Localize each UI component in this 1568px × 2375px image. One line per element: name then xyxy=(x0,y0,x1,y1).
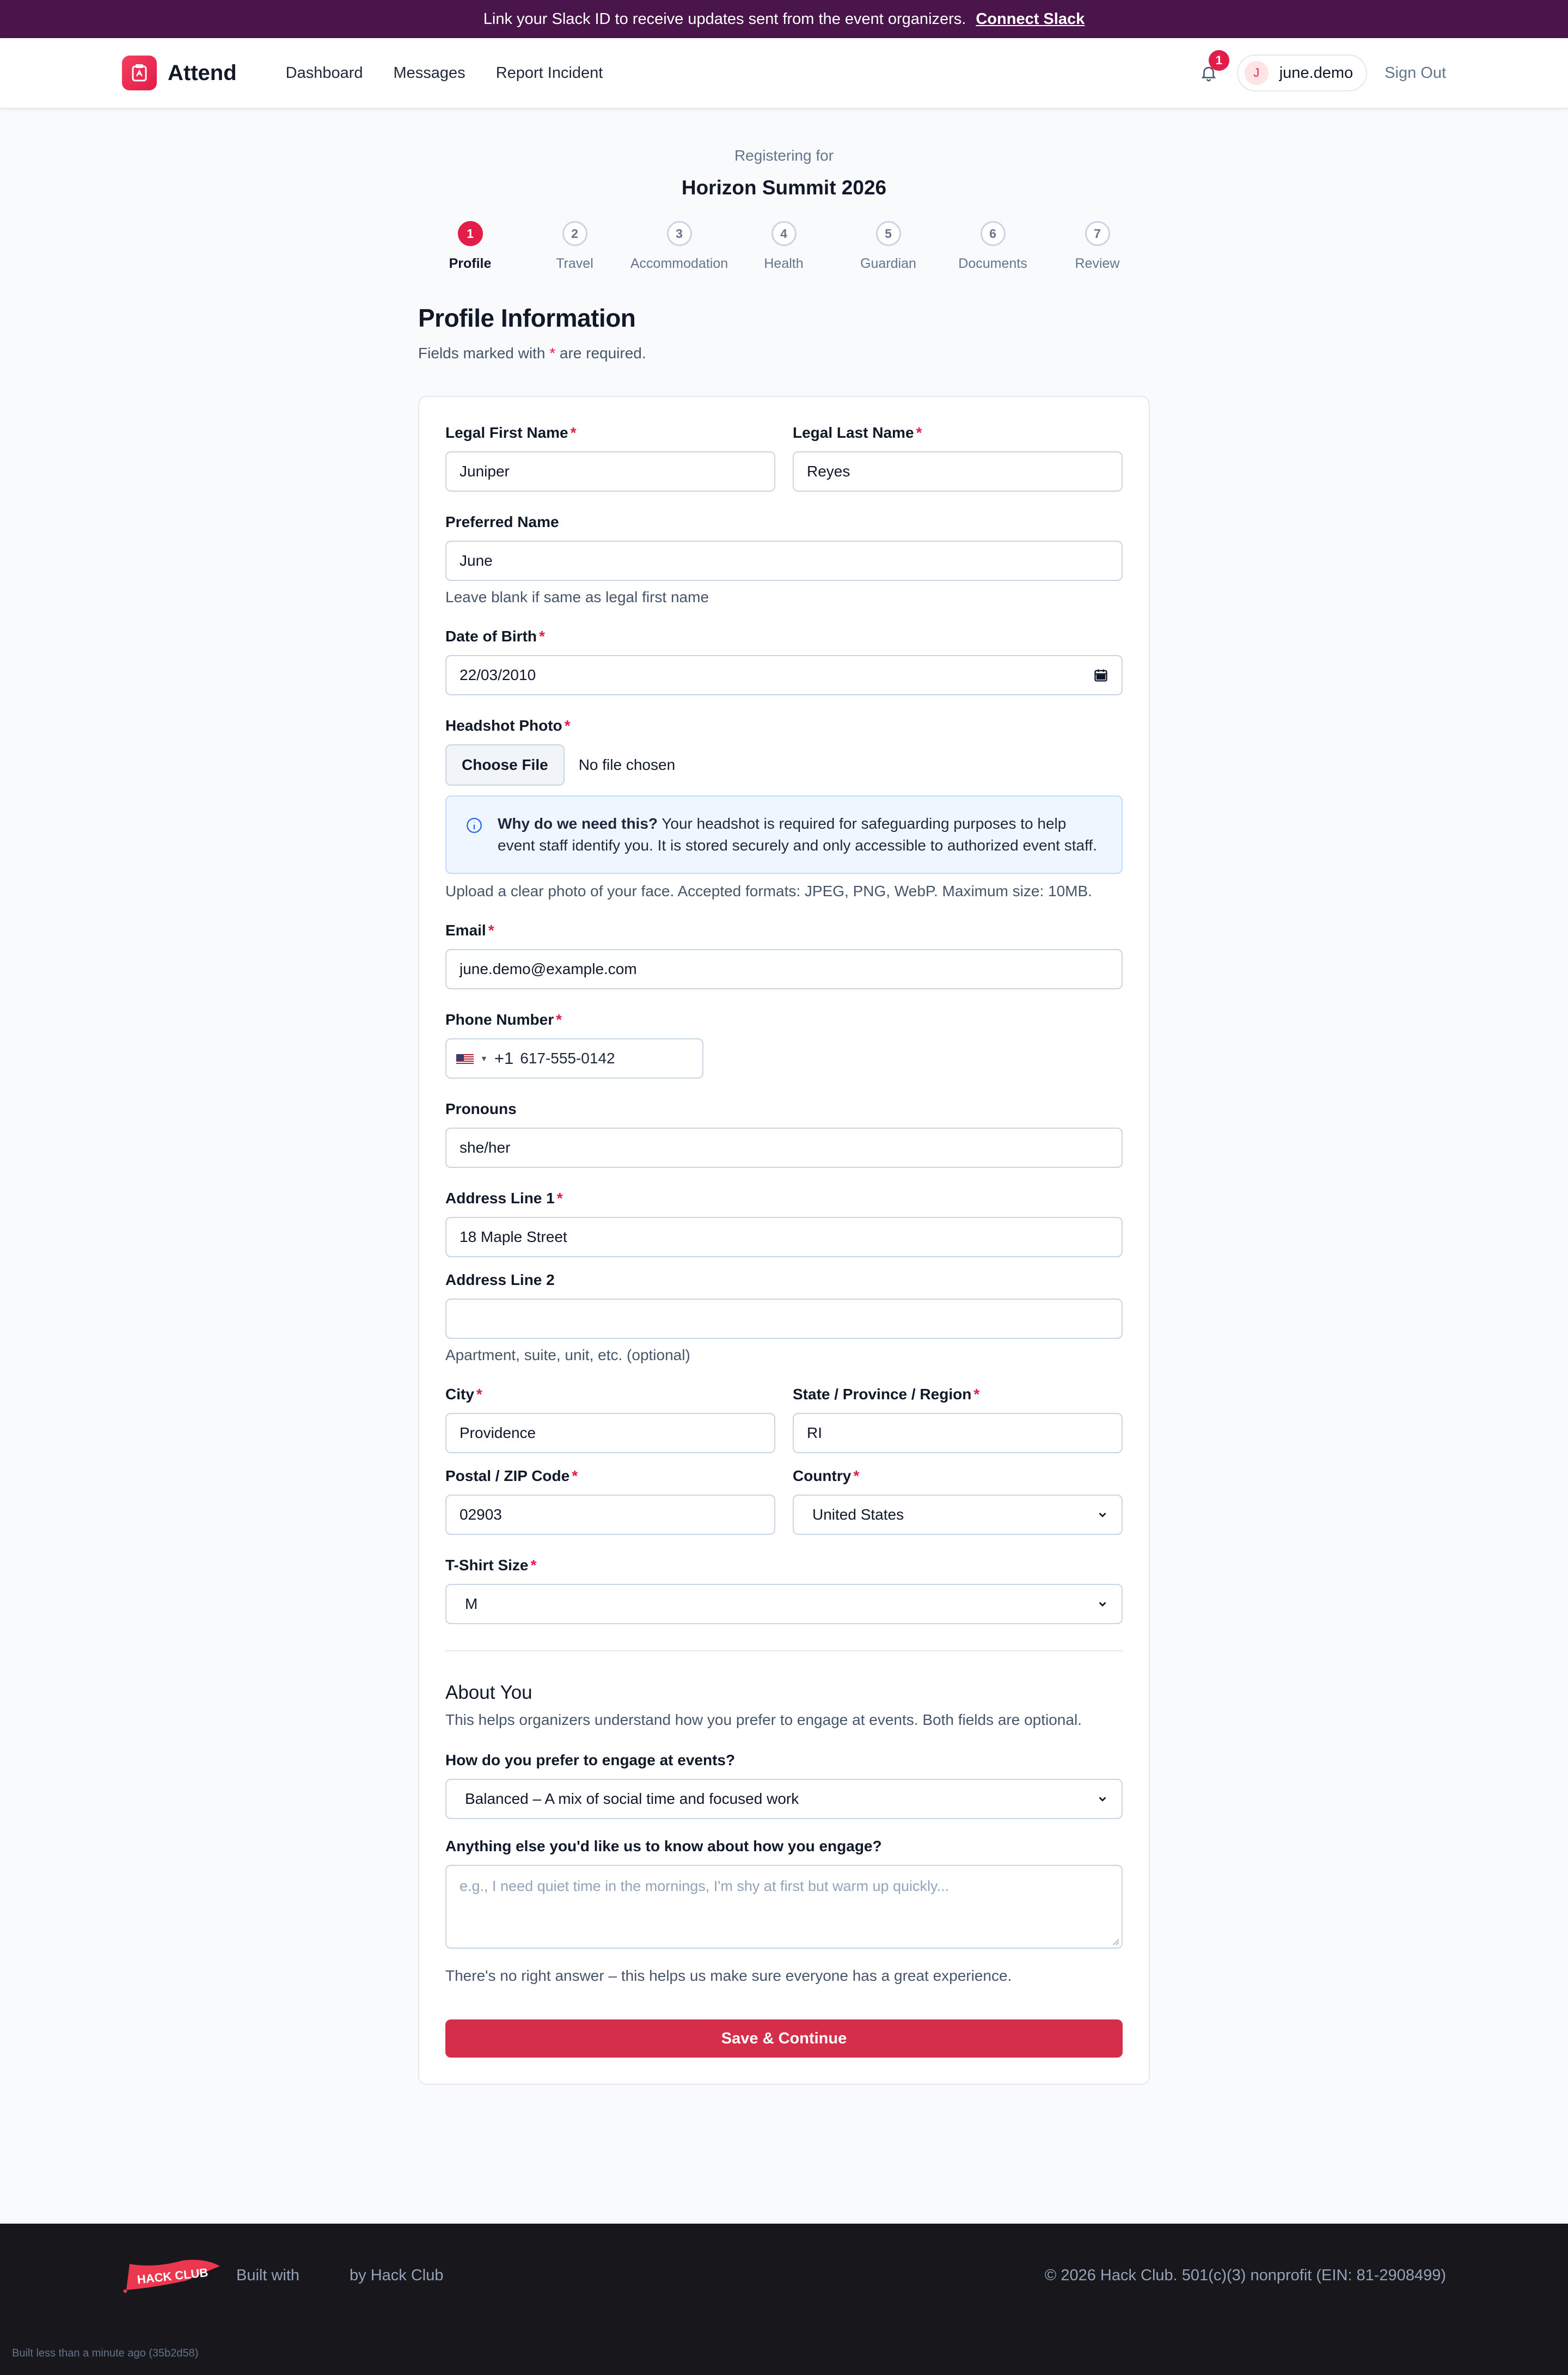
country-code-dropdown-icon[interactable]: ▼ xyxy=(480,1054,488,1063)
step-profile[interactable] xyxy=(418,221,523,272)
step-accommodation[interactable] xyxy=(627,221,732,272)
step-travel[interactable] xyxy=(523,221,627,272)
nav-messages[interactable]: Messages xyxy=(393,64,465,82)
country-select[interactable] xyxy=(793,1495,1123,1535)
email-label: Email * xyxy=(445,922,494,939)
user-menu[interactable] xyxy=(1237,54,1367,91)
pronouns-input[interactable]: she/her xyxy=(445,1128,1123,1168)
required-note-prefix: Fields marked with xyxy=(418,345,546,362)
engage-label: How do you prefer to engage at events? xyxy=(445,1752,736,1768)
state-label: State / Province / Region * xyxy=(793,1386,980,1403)
step-label: Travel xyxy=(556,256,593,271)
first-name-label: Legal First Name * xyxy=(445,424,577,441)
top-nav xyxy=(0,38,1568,109)
step-number: 1 xyxy=(458,221,483,246)
tshirt-select[interactable] xyxy=(445,1584,1123,1624)
phone-value: 617-555-0142 xyxy=(520,1050,615,1067)
required-note xyxy=(418,345,1150,362)
dob-input[interactable] xyxy=(445,655,1123,695)
notifications-button[interactable] xyxy=(1193,53,1224,88)
dob-value: 22/03/2010 xyxy=(460,666,536,683)
headshot-info-box xyxy=(445,795,1123,874)
email-input[interactable]: june.demo@example.com xyxy=(445,949,1123,989)
engage-notes-label: Anything else you'd like us to know about how you engage? xyxy=(445,1838,882,1854)
us-flag-icon[interactable] xyxy=(456,1052,474,1064)
step-label: Accommodation xyxy=(630,256,728,271)
section-divider xyxy=(445,1650,1123,1651)
app-logo-icon[interactable] xyxy=(122,56,157,90)
state-input[interactable]: RI xyxy=(793,1413,1123,1453)
built-with-text: Built with xyxy=(236,2266,300,2284)
info-title: Why do we need this? xyxy=(498,815,658,832)
phone-label: Phone Number * xyxy=(445,1011,562,1028)
info-icon xyxy=(465,816,483,835)
last-name-label: Legal Last Name * xyxy=(793,424,922,441)
page-title: Profile Information xyxy=(418,304,636,332)
nav-dashboard[interactable]: Dashboard xyxy=(285,64,363,82)
engage-value: Balanced – A mix of social time and focused work xyxy=(465,1790,799,1807)
city-label: City * xyxy=(445,1386,482,1403)
step-label: Review xyxy=(1075,256,1120,271)
engage-notes-help: There's no right answer – this helps us make sure everyone has a great experience. xyxy=(445,1967,1012,1984)
preferred-name-label: Preferred Name xyxy=(445,513,559,530)
save-continue-button[interactable]: Save & Continue xyxy=(445,2019,1123,2058)
registration-steps xyxy=(0,221,1568,272)
tshirt-label: T-Shirt Size * xyxy=(445,1557,537,1574)
postal-input[interactable]: 02903 xyxy=(445,1495,775,1535)
step-number: 7 xyxy=(1085,221,1110,246)
pronouns-label: Pronouns xyxy=(445,1100,517,1117)
required-note-suffix: are required. xyxy=(559,345,646,362)
headshot-help: Upload a clear photo of your face. Accepted formats: JPEG, PNG, WebP. Maximum size: 10MB. xyxy=(445,883,1092,899)
info-text: Your headshot is required for safeguarding purposes to help event staff identify you. It is stored securely and only accessible to authorized event staff. xyxy=(498,815,1097,854)
registering-for-label: Registering for xyxy=(734,147,834,164)
step-label: Documents xyxy=(958,256,1027,271)
about-you-subtitle: This helps organizers understand how you prefer to engage at events. Both fields are optional. xyxy=(445,1711,1082,1728)
engage-notes-placeholder: e.g., I need quiet time in the mornings, I'm shy at first but warm up quickly... xyxy=(460,1878,950,1894)
step-number: 6 xyxy=(981,221,1006,246)
step-number: 5 xyxy=(876,221,901,246)
copyright: © 2026 Hack Club. 501(c)(3) nonprofit (EIN: 81-2908499) xyxy=(1044,2266,1446,2284)
engage-notes-textarea[interactable] xyxy=(445,1865,1123,1949)
phone-input[interactable] xyxy=(445,1038,703,1079)
step-number: 4 xyxy=(771,221,797,246)
event-name: Horizon Summit 2026 xyxy=(681,176,887,199)
step-label: Guardian xyxy=(860,256,916,271)
chevron-down-icon xyxy=(1097,1598,1108,1610)
step-review[interactable] xyxy=(1045,221,1150,272)
postal-label: Postal / ZIP Code * xyxy=(445,1467,578,1484)
connect-slack-link[interactable]: Connect Slack xyxy=(976,10,1085,28)
country-value: United States xyxy=(812,1506,904,1523)
tshirt-value: M xyxy=(465,1595,478,1612)
svg-text:HACK CLUB: HACK CLUB xyxy=(136,2265,209,2287)
chevron-down-icon xyxy=(1097,1793,1108,1805)
resize-handle-icon[interactable] xyxy=(1111,1937,1119,1945)
step-documents[interactable] xyxy=(941,221,1045,272)
chevron-down-icon xyxy=(1097,1509,1108,1521)
required-star: * xyxy=(549,345,556,362)
step-label: Health xyxy=(764,256,804,271)
step-number: 3 xyxy=(667,221,692,246)
step-guardian[interactable] xyxy=(836,221,941,272)
banner-text: Link your Slack ID to receive updates sent from the event organizers. xyxy=(483,10,966,28)
slack-banner xyxy=(0,0,1568,38)
dob-label: Date of Birth * xyxy=(445,628,545,645)
address1-input[interactable]: 18 Maple Street xyxy=(445,1217,1123,1257)
notification-count-badge: 1 xyxy=(1209,50,1229,71)
step-label: Profile xyxy=(449,256,492,271)
address1-label: Address Line 1 * xyxy=(445,1190,563,1207)
first-name-input[interactable]: Juniper xyxy=(445,451,775,492)
phone-country-code: +1 xyxy=(494,1049,514,1068)
file-status: No file chosen xyxy=(578,756,676,773)
step-health[interactable] xyxy=(732,221,836,272)
preferred-name-help: Leave blank if same as legal first name xyxy=(445,589,709,605)
sign-out-link[interactable]: Sign Out xyxy=(1385,64,1446,82)
profile-form xyxy=(418,396,1150,2085)
hack-club-flag-logo[interactable] xyxy=(122,2256,222,2294)
step-number: 2 xyxy=(562,221,587,246)
nav-report-incident[interactable]: Report Incident xyxy=(495,64,603,82)
username: june.demo xyxy=(1279,64,1353,82)
avatar: J xyxy=(1245,61,1269,85)
headshot-label: Headshot Photo * xyxy=(445,717,571,734)
country-label: Country * xyxy=(793,1467,860,1484)
preferred-name-input[interactable]: June xyxy=(445,541,1123,581)
address2-input[interactable] xyxy=(445,1299,1123,1339)
last-name-input[interactable]: Reyes xyxy=(793,451,1123,492)
choose-file-button[interactable]: Choose File xyxy=(445,744,565,786)
address2-label: Address Line 2 xyxy=(445,1271,555,1288)
footer xyxy=(0,2224,1568,2375)
engage-select[interactable] xyxy=(445,1779,1123,1819)
brand-name[interactable]: Attend xyxy=(168,60,237,85)
by-hack-club-text: by Hack Club xyxy=(350,2266,444,2284)
about-you-title: About You xyxy=(445,1682,532,1703)
city-input[interactable]: Providence xyxy=(445,1413,775,1453)
calendar-icon[interactable] xyxy=(1093,668,1108,683)
address2-help: Apartment, suite, unit, etc. (optional) xyxy=(445,1346,690,1363)
build-info: Built less than a minute ago (35b2d58) xyxy=(12,2347,199,2359)
